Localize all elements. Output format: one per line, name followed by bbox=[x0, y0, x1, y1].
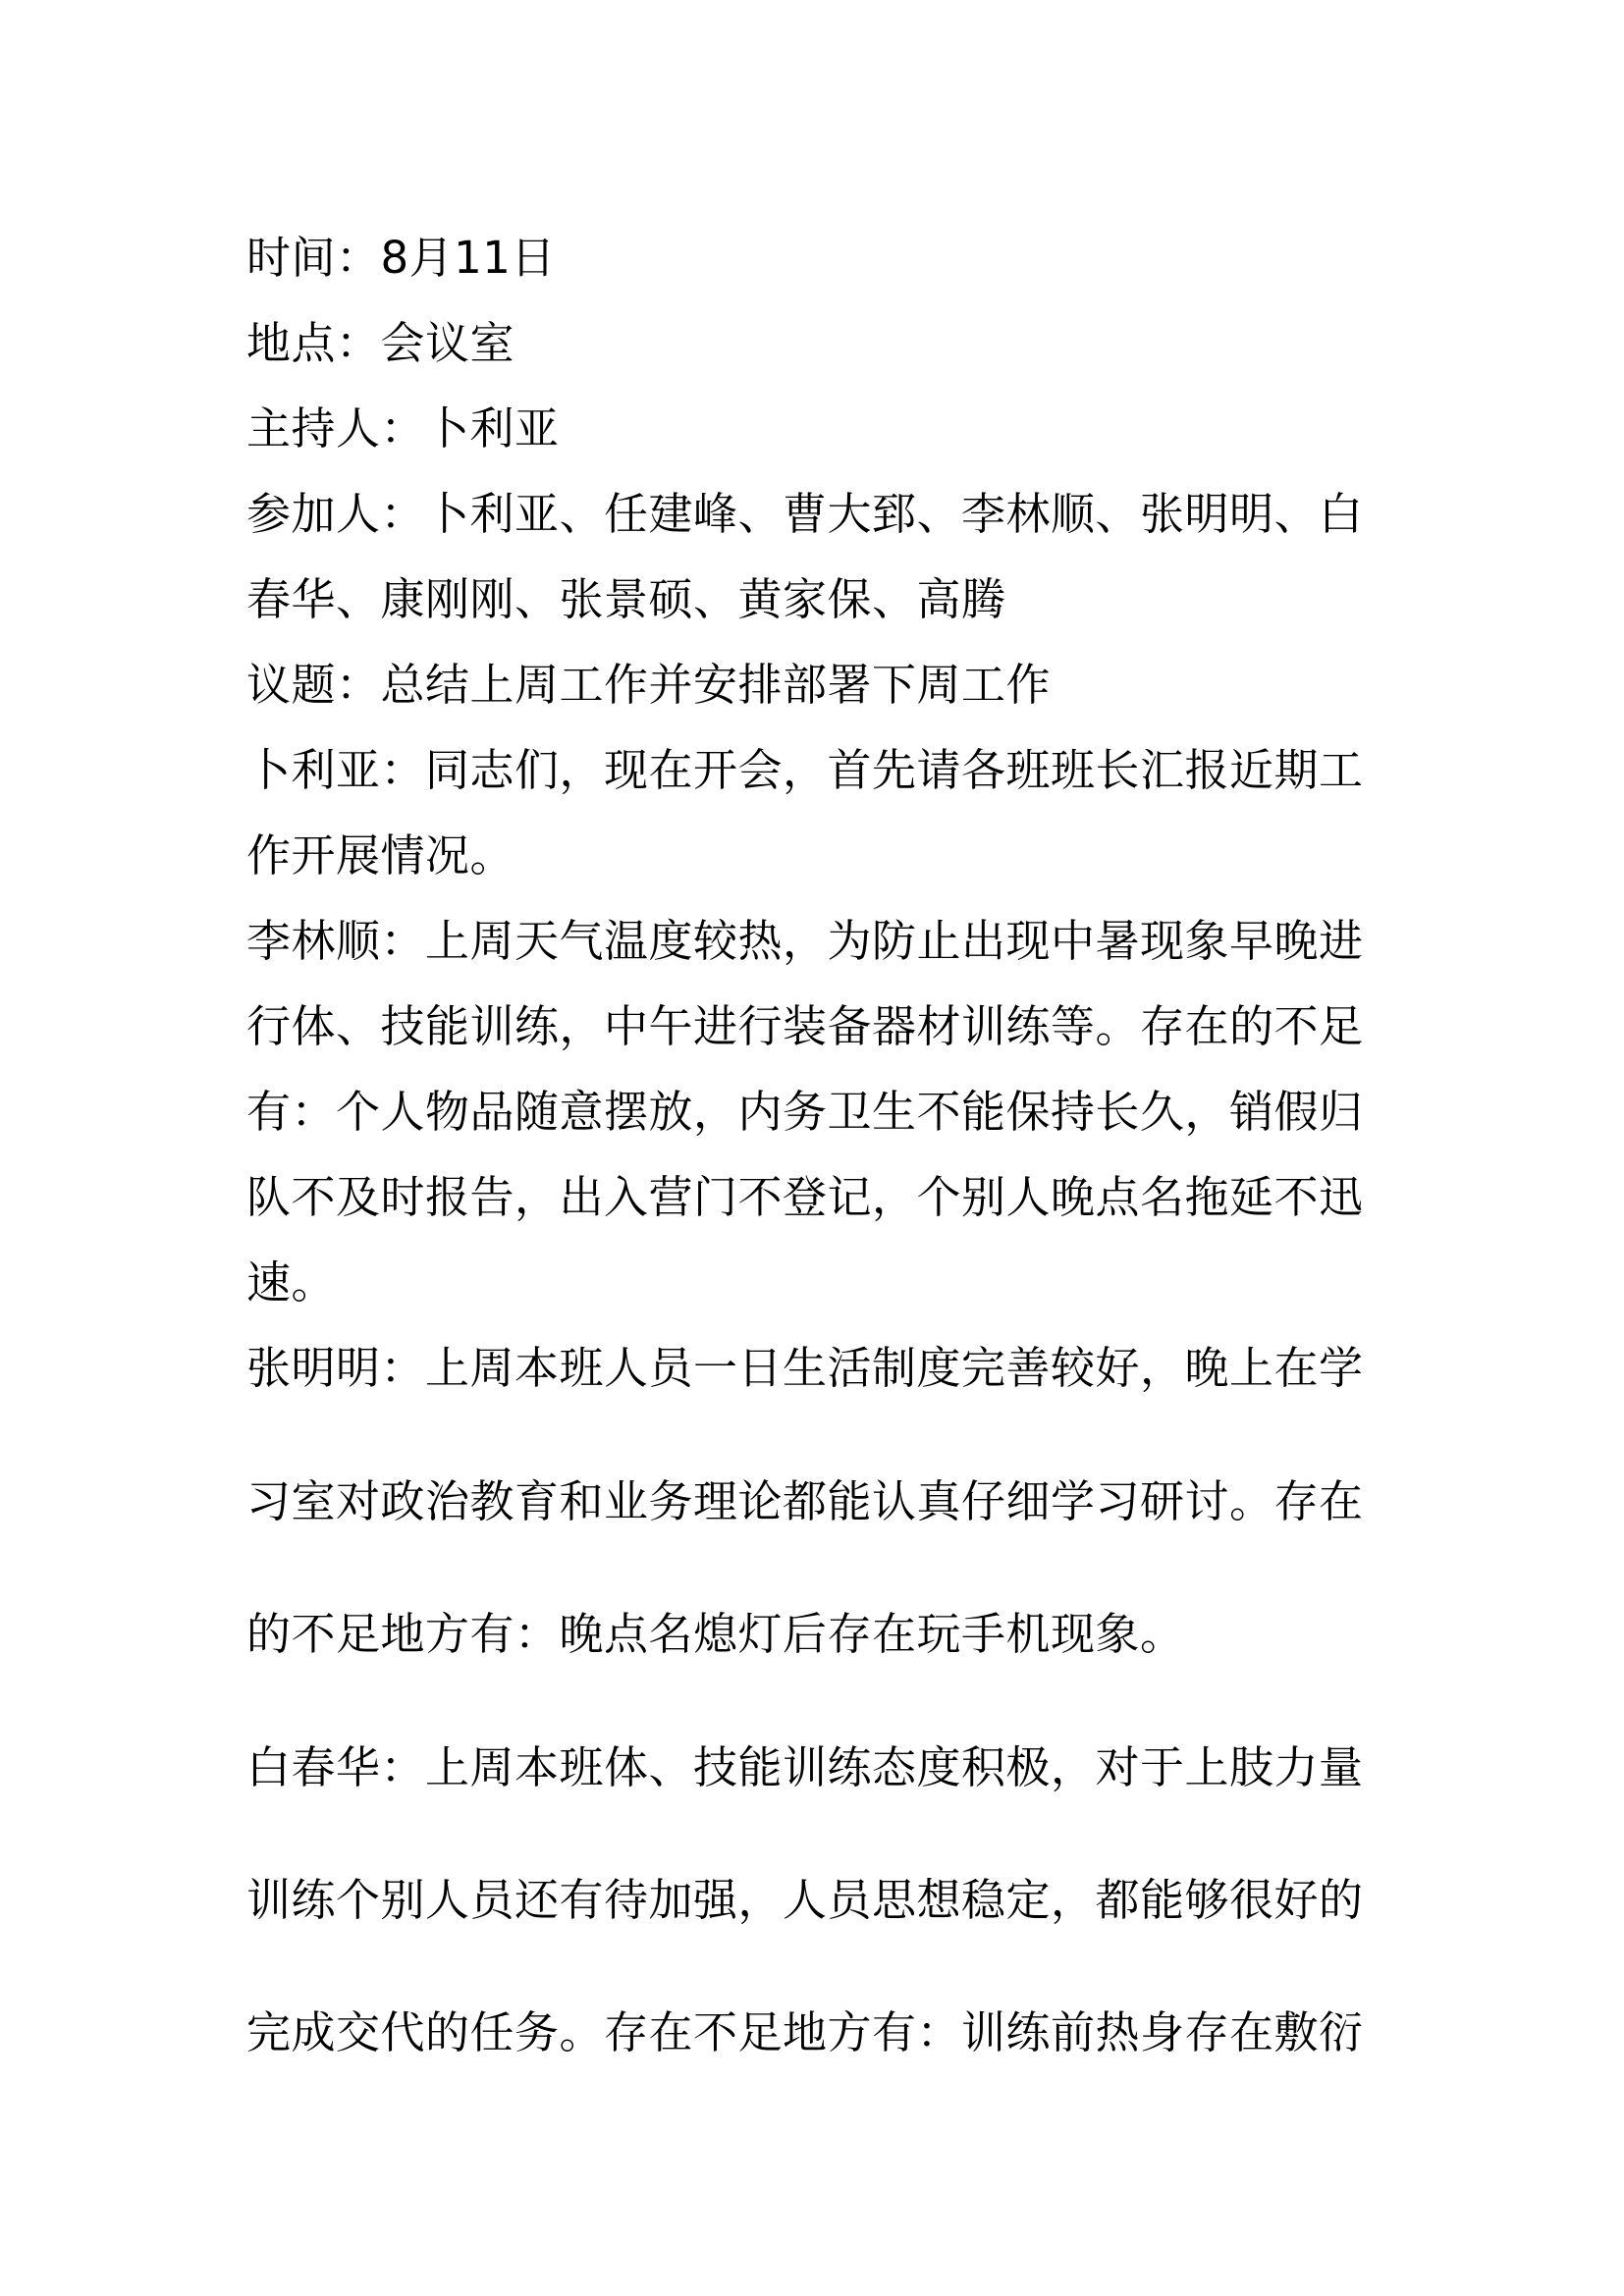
speech-li-linshun-line-5: 速。 bbox=[246, 1256, 337, 1308]
meeting-attendees-line-1: 参加人：卜利亚、任建峰、曹大郅、李林顺、张明明、白 bbox=[246, 488, 1364, 540]
speech-li-linshun-line-2: 行体、技能训练，中午进行装备器材训练等。存在的不足 bbox=[246, 1000, 1364, 1052]
speech-zhang-mingming-line-1: 张明明：上周本班人员一日生活制度完善较好，晚上在学 bbox=[246, 1342, 1364, 1394]
speech-zhang-mingming-line-2: 习室对政治教育和业务理论都能认真仔细学习研讨。存在 bbox=[246, 1475, 1364, 1527]
meeting-time: 时间：8月11日 bbox=[246, 232, 556, 284]
meeting-place: 地点：会议室 bbox=[246, 317, 515, 369]
meeting-topic: 议题：总结上周工作并安排部署下周工作 bbox=[246, 659, 1052, 711]
speech-zhang-mingming-line-3: 的不足地方有：晚点名熄灯后存在玩手机现象。 bbox=[246, 1608, 1185, 1660]
speech-bu-liya-line-2: 作开展情况。 bbox=[246, 829, 515, 881]
speech-li-linshun-line-4: 队不及时报告，出入营门不登记，个别人晚点名拖延不迅 bbox=[246, 1171, 1364, 1223]
speech-li-linshun-line-3: 有：个人物品随意摆放，内务卫生不能保持长久，销假归 bbox=[246, 1086, 1364, 1138]
speech-bai-chunhua-line-3: 完成交代的任务。存在不足地方有：训练前热身存在敷衍 bbox=[246, 2006, 1364, 2058]
speech-bai-chunhua-line-2: 训练个别人员还有待加强，人员思想稳定，都能够很好的 bbox=[246, 1874, 1364, 1926]
meeting-attendees-line-2: 春华、康刚刚、张景硕、黄家保、高腾 bbox=[246, 573, 1006, 625]
meeting-host: 主持人：卜利亚 bbox=[246, 402, 560, 454]
speech-bu-liya-line-1: 卜利亚：同志们，现在开会，首先请各班班长汇报近期工 bbox=[246, 744, 1364, 796]
speech-li-linshun-line-1: 李林顺：上周天气温度较热，为防止出现中暑现象早晚进 bbox=[246, 915, 1364, 967]
speech-bai-chunhua-line-1: 白春华：上周本班体、技能训练态度积极，对于上肢力量 bbox=[246, 1741, 1364, 1793]
